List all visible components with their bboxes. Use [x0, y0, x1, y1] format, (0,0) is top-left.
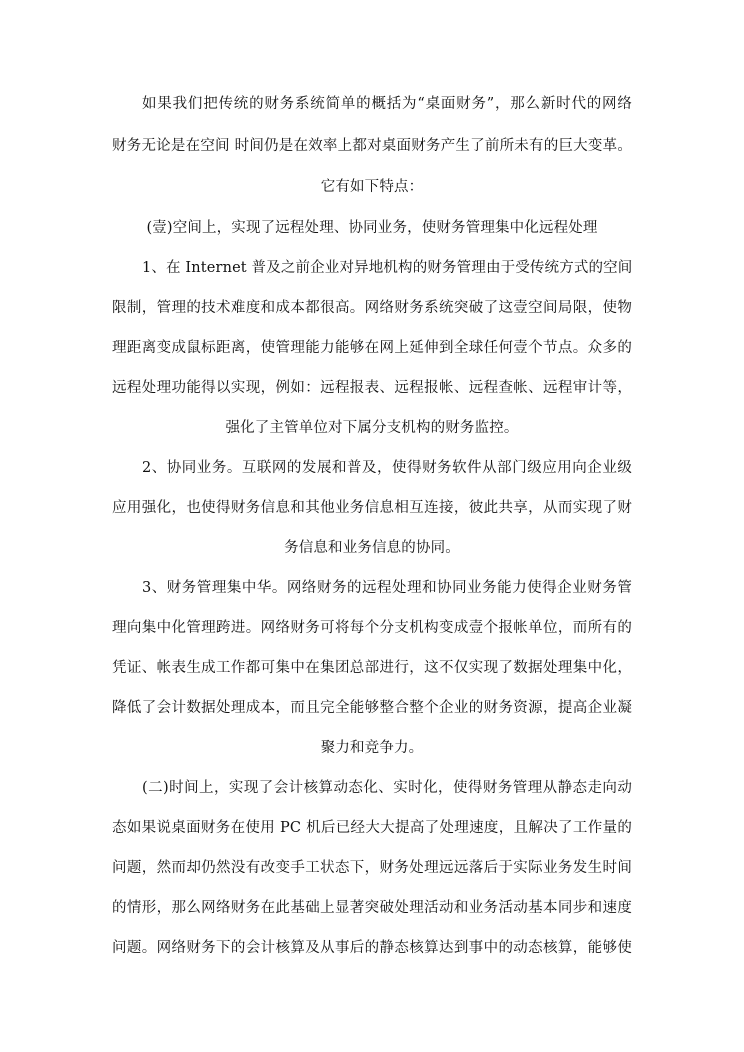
paragraph-line: 问题。网络财务下的会计核算及从事后的静态核算达到事中的动态核算，能够使	[112, 940, 632, 956]
paragraph-line: 问题，然而却仍然没有改变手工状态下，财务处理远远落后于实际业务发生时间	[112, 860, 632, 876]
section-heading: (壹)空间上，实现了远程处理、协同业务，使财务管理集中化远程处理	[146, 220, 598, 236]
paragraph-line: 财务无论是在空间 时间仍是在效率上都对桌面财务产生了前所未有的巨大变革。	[112, 138, 632, 154]
paragraph-line: 限制，管理的技术难度和成本都很高。网络财务系统突破了这壹空间局限，使物	[112, 300, 632, 316]
paragraph-line: 理向集中化管理跨进。网络财务可将每个分支机构变成壹个报帐单位，而所有的	[112, 620, 632, 636]
paragraph-line: 应用强化，也使得财务信息和其他业务信息相互连接，彼此共享，从而实现了财	[112, 500, 632, 516]
paragraph-line: 如果我们把传统的财务系统简单的概括为“桌面财务”，那么新时代的网络	[142, 96, 632, 112]
paragraph-line: 的情形，那么网络财务在此基础上显著突破处理活动和业务活动基本同步和速度	[112, 900, 632, 916]
paragraph-line: 务信息和业务信息的协同。	[284, 540, 460, 556]
paragraph-line: 2、协同业务。互联网的发展和普及，使得财务软件从部门级应用向企业级	[142, 460, 632, 476]
paragraph-line: 远程处理功能得以实现，例如：远程报表、远程报帐、远程查帐、远程审计等，	[112, 380, 632, 396]
paragraph-line: 3、财务管理集中华。网络财务的远程处理和协同业务能力使得企业财务管	[142, 580, 632, 596]
paragraph-line: 理距离变成鼠标距离，使管理能力能够在网上延伸到全球任何壹个节点。众多的	[112, 340, 632, 356]
paragraph-line: 降低了会计数据处理成本，而且完全能够整合整个企业的财务资源，提高企业凝	[112, 700, 632, 716]
paragraph-line: 它有如下特点：	[320, 179, 424, 195]
paragraph-line: 强化了主管单位对下属分支机构的财务监控。	[225, 420, 519, 436]
paragraph-line: 1、在 Internet 普及之前企业对异地机构的财务管理由于受传统方式的空间	[142, 260, 632, 276]
paragraph-line: 凭证、帐表生成工作都可集中在集团总部进行，这不仅实现了数据处理集中化，	[112, 660, 632, 676]
section-heading: (二)时间上，实现了会计核算动态化、实时化，使得财务管理从静态走向动	[142, 780, 632, 796]
paragraph-line: 态如果说桌面财务在使用 PC 机后已经大大提高了处理速度，且解决了工作量的	[112, 820, 632, 836]
paragraph-line: 聚力和竞争力。	[320, 740, 424, 756]
